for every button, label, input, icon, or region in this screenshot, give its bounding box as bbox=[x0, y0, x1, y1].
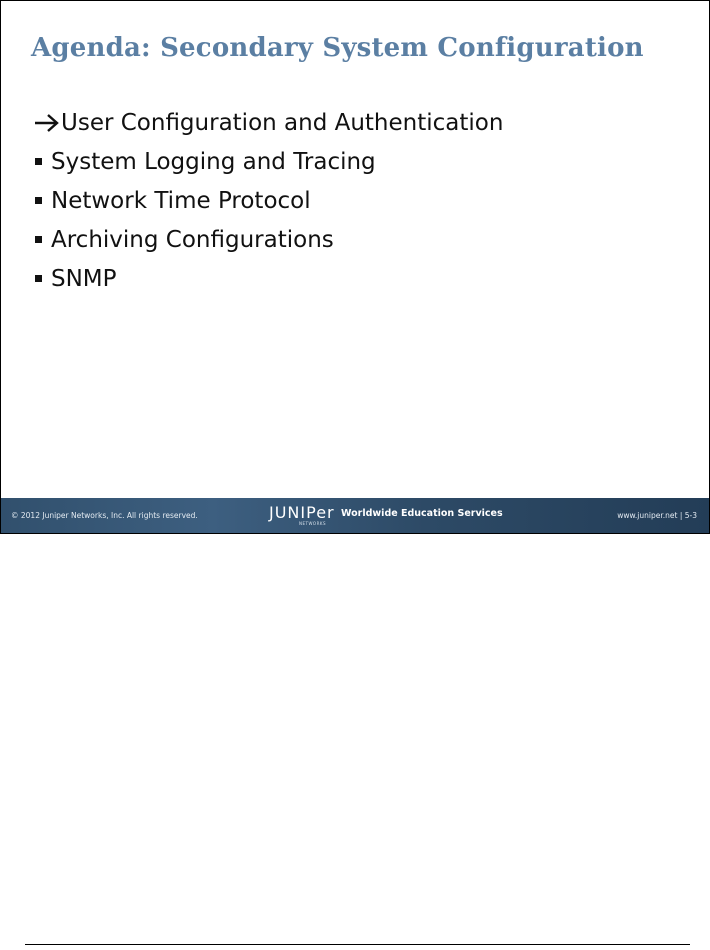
copyright-text: © 2012 Juniper Networks, Inc. All rights reserved. bbox=[11, 511, 198, 520]
logo-subtext: NETWORKS bbox=[299, 521, 327, 526]
agenda-item bbox=[34, 259, 503, 298]
agenda-item bbox=[34, 181, 503, 220]
education-services-text: Worldwide Education Services bbox=[341, 508, 503, 519]
footer-separator: | bbox=[679, 511, 683, 520]
agenda-item-label: Archiving Configurations bbox=[51, 226, 334, 253]
page-divider bbox=[25, 944, 690, 945]
agenda-item-label: Network Time Protocol bbox=[51, 187, 311, 214]
square-bullet-icon bbox=[35, 197, 42, 204]
agenda-item-label: SNMP bbox=[51, 265, 117, 292]
square-bullet-icon bbox=[35, 275, 42, 282]
page-number: 5-3 bbox=[684, 511, 697, 520]
website-link[interactable]: www.juniper.net bbox=[617, 511, 678, 520]
square-bullet-icon bbox=[35, 236, 42, 243]
arrow-right-icon bbox=[34, 113, 60, 133]
slide-title: Agenda: Secondary System Configuration bbox=[31, 33, 644, 63]
agenda-item bbox=[34, 142, 503, 181]
agenda-item-current bbox=[34, 103, 503, 142]
agenda-item-label: User Configuration and Authentication bbox=[61, 109, 504, 136]
logo-wordmark: JUNIPer bbox=[269, 503, 335, 522]
agenda-list bbox=[34, 103, 503, 298]
square-bullet-icon bbox=[35, 158, 42, 165]
agenda-item bbox=[34, 220, 503, 259]
juniper-logo bbox=[269, 504, 333, 528]
footer-bar bbox=[1, 498, 709, 533]
agenda-item-label: System Logging and Tracing bbox=[51, 148, 376, 175]
footer-right bbox=[617, 511, 697, 520]
